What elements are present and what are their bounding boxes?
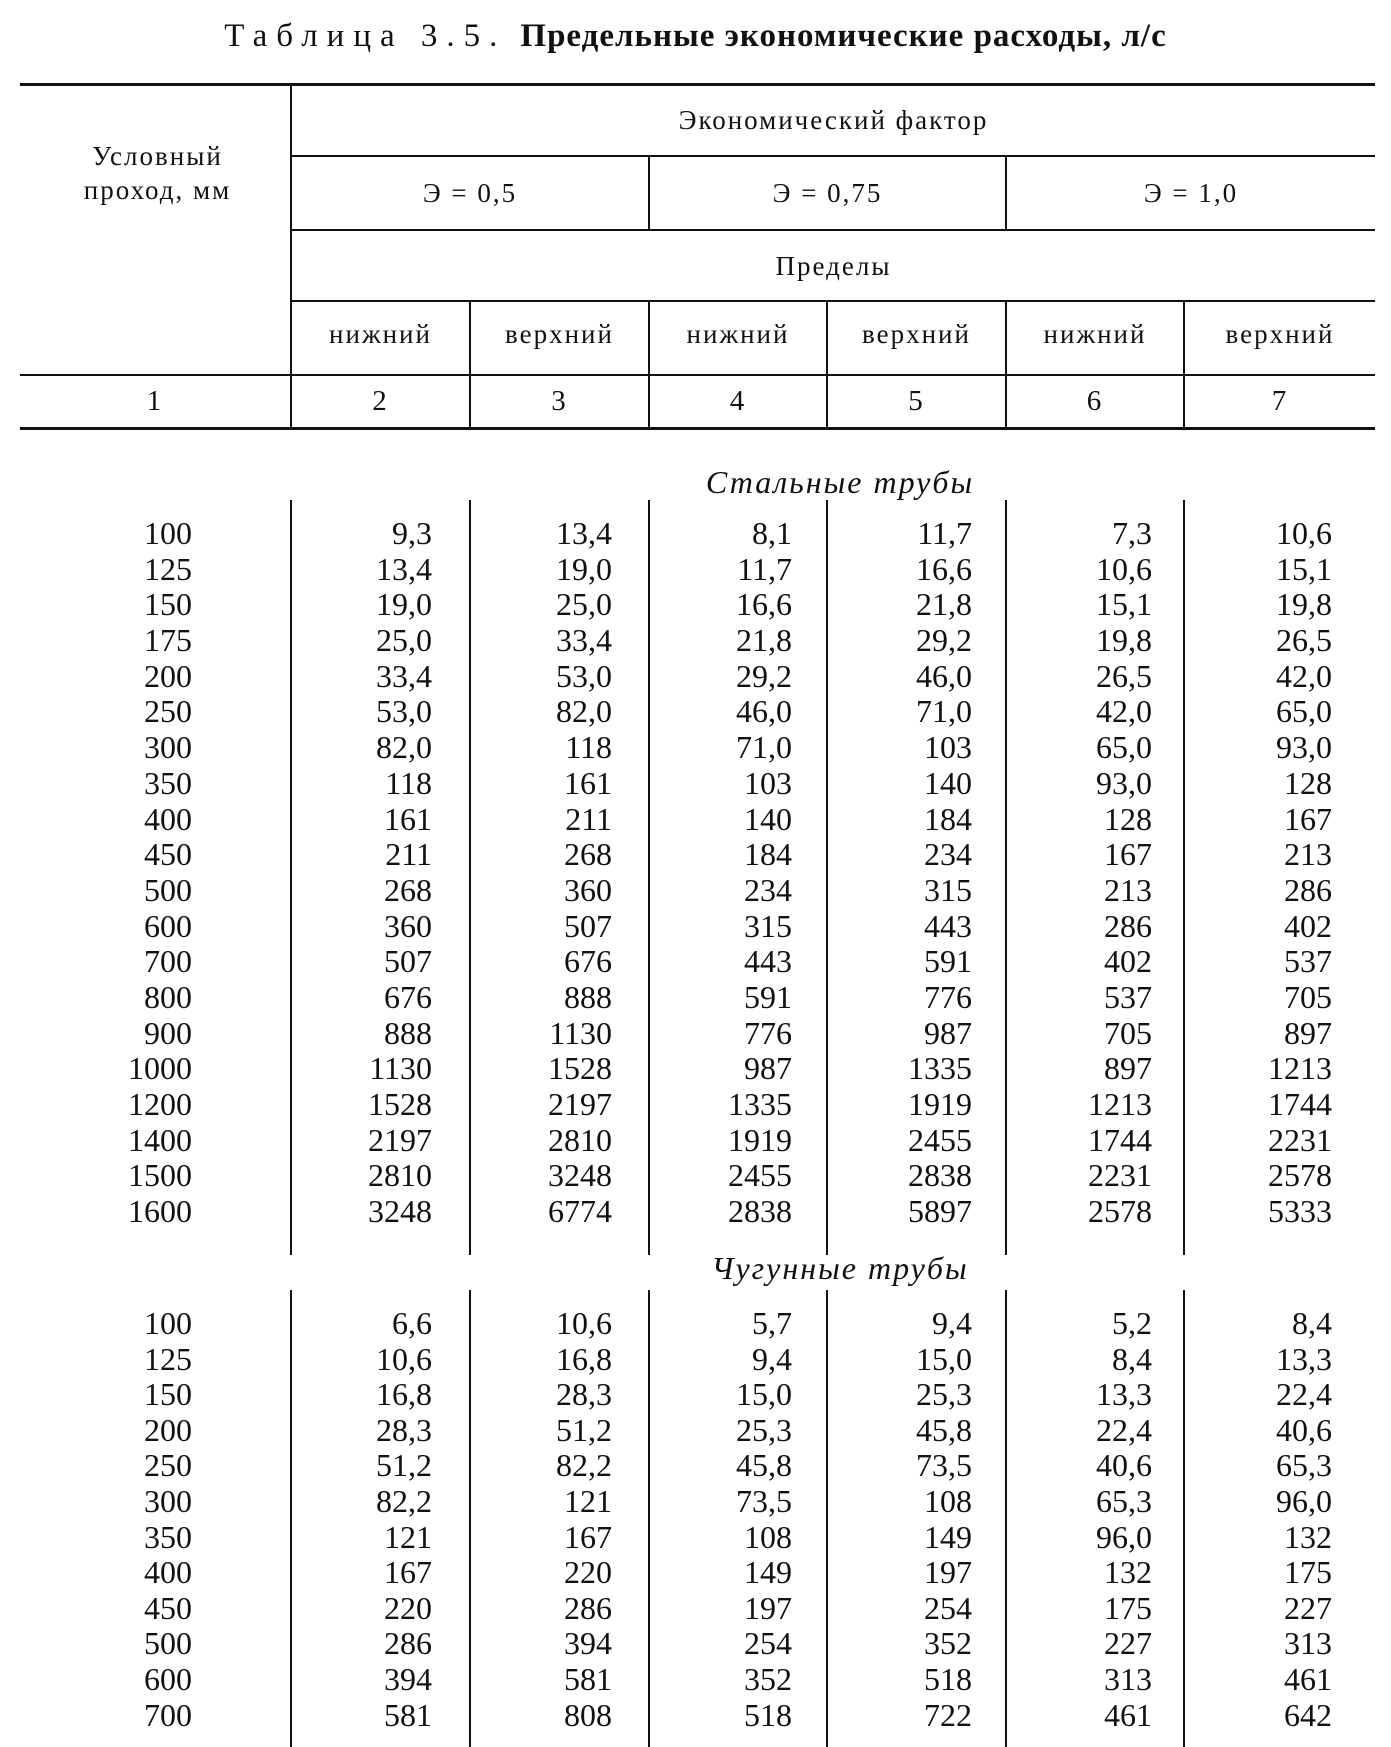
- row-value: 19,0: [556, 550, 612, 587]
- row-value: 10,6: [1276, 515, 1332, 551]
- header-sub-2: верхний: [505, 319, 614, 349]
- table-body-cast-iron: [0, 1306, 1391, 1733]
- row-value: 42,0: [1096, 693, 1152, 730]
- row-diameter: 250: [144, 693, 192, 730]
- row-value: 16,6: [736, 586, 792, 623]
- row-value: 254: [744, 1625, 792, 1662]
- row-value: 1744: [1268, 1086, 1332, 1122]
- row-value: 1335: [908, 1050, 972, 1087]
- row-value: 1528: [368, 1086, 432, 1122]
- row-value: 705: [1104, 1014, 1152, 1051]
- row-value: 518: [744, 1696, 792, 1733]
- column-number-4: 4: [729, 385, 747, 417]
- row-diameter: 100: [144, 515, 192, 551]
- table-caption: [0, 18, 1391, 55]
- row-value: 161: [384, 800, 432, 837]
- header-limits: Пределы: [775, 250, 892, 281]
- row-value: 1130: [549, 1014, 612, 1051]
- table-row: [0, 1342, 1391, 1378]
- row-value: 13,3: [1276, 1340, 1332, 1377]
- row-diameter: 100: [144, 1305, 192, 1341]
- row-value: 167: [1284, 800, 1332, 837]
- row-value: 149: [744, 1554, 792, 1591]
- row-value: 6774: [548, 1193, 612, 1230]
- row-value: 65,0: [1276, 693, 1332, 730]
- header-group-2: Э = 0,75: [772, 178, 883, 208]
- header-sub-6: верхний: [1225, 319, 1335, 349]
- column-number-2: 2: [372, 385, 389, 417]
- row-value: 65,3: [1096, 1482, 1152, 1519]
- row-value: 286: [384, 1625, 432, 1662]
- row-value: 461: [1284, 1660, 1332, 1697]
- row-value: 65,3: [1276, 1447, 1332, 1484]
- row-value: 26,5: [1276, 622, 1332, 659]
- header-group-1: Э = 0,5: [422, 178, 518, 208]
- row-value: 65,0: [1096, 729, 1152, 766]
- row-value: 1213: [1268, 1050, 1332, 1087]
- row-value: 46,0: [916, 657, 972, 694]
- table-row: [0, 837, 1391, 873]
- row-value: 507: [384, 943, 432, 980]
- row-diameter: 125: [144, 550, 192, 587]
- row-diameter: 700: [144, 943, 192, 980]
- table-row: [0, 1484, 1391, 1520]
- row-diameter: 600: [144, 1660, 192, 1697]
- row-value: 394: [384, 1660, 432, 1697]
- row-diameter: 150: [144, 586, 192, 623]
- row-value: 676: [384, 978, 432, 1015]
- row-value: 1335: [728, 1086, 792, 1122]
- row-value: 29,2: [736, 657, 792, 694]
- row-value: 9,4: [752, 1340, 792, 1377]
- row-value: 161: [564, 764, 612, 801]
- row-value: 93,0: [1276, 729, 1332, 766]
- row-value: 7,3: [1112, 515, 1152, 551]
- row-value: 2810: [368, 1157, 432, 1194]
- row-value: 313: [1104, 1660, 1152, 1697]
- row-value: 1130: [369, 1050, 432, 1087]
- row-value: 211: [385, 836, 432, 873]
- table-row: [0, 1306, 1391, 1342]
- table-row: [0, 909, 1391, 945]
- row-value: 888: [384, 1014, 432, 1051]
- row-value: 776: [924, 978, 972, 1015]
- row-value: 897: [1104, 1050, 1152, 1087]
- row-value: 1528: [548, 1050, 612, 1087]
- row-value: 213: [1284, 836, 1332, 873]
- table-row: [0, 1123, 1391, 1159]
- row-value: 234: [924, 836, 972, 873]
- row-value: 28,3: [556, 1376, 612, 1413]
- row-value: 2231: [1088, 1157, 1152, 1194]
- row-value: 5897: [908, 1193, 972, 1230]
- row-diameter: 900: [144, 1014, 192, 1051]
- row-diameter: 300: [144, 729, 192, 766]
- row-value: 51,2: [376, 1447, 432, 1484]
- row-value: 234: [744, 871, 792, 908]
- row-diameter: 1000: [128, 1050, 192, 1087]
- row-value: 581: [564, 1660, 612, 1697]
- row-value: 1744: [1088, 1121, 1152, 1158]
- row-value: 82,0: [556, 693, 612, 730]
- row-value: 808: [564, 1696, 612, 1733]
- table-row: [0, 516, 1391, 552]
- row-value: 13,4: [556, 515, 612, 551]
- row-value: 16,6: [916, 550, 972, 587]
- column-number-6: 6: [1086, 385, 1104, 417]
- row-value: 537: [1104, 978, 1152, 1015]
- table-row: [0, 1016, 1391, 1052]
- row-value: 13,4: [376, 550, 432, 587]
- column-number-5: 5: [908, 385, 925, 417]
- row-value: 82,2: [376, 1482, 432, 1519]
- table-row: [0, 1051, 1391, 1087]
- row-value: 103: [744, 764, 792, 801]
- row-value: 987: [744, 1050, 792, 1087]
- row-value: 676: [564, 943, 612, 980]
- table-row: [0, 587, 1391, 623]
- row-diameter: 175: [144, 622, 192, 659]
- row-value: 10,6: [376, 1340, 432, 1377]
- row-value: 16,8: [376, 1376, 432, 1413]
- rule-colnums: [20, 427, 1375, 430]
- row-value: 53,0: [376, 693, 432, 730]
- row-value: 313: [1284, 1625, 1332, 1662]
- row-value: 33,4: [556, 622, 612, 659]
- row-value: 2810: [548, 1121, 612, 1158]
- row-value: 82,0: [376, 729, 432, 766]
- row-value: 42,0: [1276, 657, 1332, 694]
- row-value: 360: [384, 907, 432, 944]
- row-value: 22,4: [1276, 1376, 1332, 1413]
- row-value: 268: [384, 871, 432, 908]
- row-diameter: 125: [144, 1340, 192, 1377]
- row-diameter: 500: [144, 1625, 192, 1662]
- table-row: [0, 1520, 1391, 1556]
- header-group-3: Э = 1,0: [1143, 178, 1239, 208]
- row-value: 8,1: [752, 515, 792, 551]
- row-value: 15,0: [916, 1340, 972, 1377]
- table-row: [0, 730, 1391, 766]
- row-value: 73,5: [736, 1482, 792, 1519]
- row-value: 394: [564, 1625, 612, 1662]
- row-value: 987: [924, 1014, 972, 1051]
- row-value: 2578: [1268, 1157, 1332, 1194]
- row-value: 360: [564, 871, 612, 908]
- row-diameter: 350: [144, 1518, 192, 1555]
- row-value: 352: [924, 1625, 972, 1662]
- row-value: 167: [384, 1554, 432, 1591]
- row-diameter: 400: [144, 1554, 192, 1591]
- table-row: [0, 1626, 1391, 1662]
- table-row: [0, 873, 1391, 909]
- row-value: 402: [1104, 943, 1152, 980]
- table-row: [0, 659, 1391, 695]
- row-value: 286: [1104, 907, 1152, 944]
- row-value: 213: [1104, 871, 1152, 908]
- row-value: 40,6: [1276, 1411, 1332, 1448]
- table-row: [0, 980, 1391, 1016]
- row-diameter: 450: [144, 1589, 192, 1626]
- row-diameter: 400: [144, 800, 192, 837]
- table-row: [0, 944, 1391, 980]
- row-value: 254: [924, 1589, 972, 1626]
- row-value: 2197: [368, 1121, 432, 1158]
- column-number-7: 7: [1271, 385, 1289, 417]
- table-row: [0, 623, 1391, 659]
- row-diameter: 300: [144, 1482, 192, 1519]
- header-corner: Условный проход, мм: [83, 141, 232, 205]
- row-value: 53,0: [556, 657, 612, 694]
- row-value: 15,0: [736, 1376, 792, 1413]
- table-row: [0, 1662, 1391, 1698]
- row-value: 286: [1284, 871, 1332, 908]
- row-diameter: 1400: [128, 1121, 192, 1158]
- table-row: [0, 1158, 1391, 1194]
- row-value: 2197: [548, 1086, 612, 1122]
- row-value: 537: [1284, 943, 1332, 980]
- row-value: 3248: [368, 1193, 432, 1230]
- row-value: 591: [744, 978, 792, 1015]
- row-value: 2231: [1268, 1121, 1332, 1158]
- row-value: 26,5: [1096, 657, 1152, 694]
- table-row: [0, 1087, 1391, 1123]
- row-value: 227: [1284, 1589, 1332, 1626]
- row-value: 888: [564, 978, 612, 1015]
- row-value: 2455: [908, 1121, 972, 1158]
- row-value: 96,0: [1276, 1482, 1332, 1519]
- row-value: 2455: [728, 1157, 792, 1194]
- row-value: 128: [1104, 800, 1152, 837]
- row-value: 118: [565, 729, 612, 766]
- table-row: [0, 1413, 1391, 1449]
- row-value: 2838: [908, 1157, 972, 1194]
- row-value: 108: [924, 1482, 972, 1519]
- row-value: 82,2: [556, 1447, 612, 1484]
- header-sub-3: нижний: [686, 319, 790, 349]
- row-diameter: 350: [144, 764, 192, 801]
- table-row: [0, 1555, 1391, 1591]
- row-value: 220: [384, 1589, 432, 1626]
- table-row: [0, 552, 1391, 588]
- row-value: 93,0: [1096, 764, 1152, 801]
- table-row: [0, 802, 1391, 838]
- header-sub-5: нижний: [1043, 319, 1147, 349]
- row-value: 71,0: [916, 693, 972, 730]
- row-value: 352: [744, 1660, 792, 1697]
- row-value: 11,7: [917, 515, 972, 551]
- row-value: 25,0: [556, 586, 612, 623]
- row-value: 227: [1104, 1625, 1152, 1662]
- row-value: 21,8: [736, 622, 792, 659]
- row-value: 16,8: [556, 1340, 612, 1377]
- table-number: Таблица 3.5.: [224, 18, 507, 54]
- row-value: 29,2: [916, 622, 972, 659]
- row-value: 1213: [1088, 1086, 1152, 1122]
- table-row: [0, 766, 1391, 802]
- row-value: 443: [744, 943, 792, 980]
- row-value: 507: [564, 907, 612, 944]
- column-number-1: 1: [146, 385, 164, 417]
- header-sub-1: нижний: [329, 319, 432, 349]
- row-value: 175: [1284, 1554, 1332, 1591]
- row-value: 167: [1104, 836, 1152, 873]
- table-row: [0, 694, 1391, 730]
- row-diameter: 1500: [128, 1157, 192, 1194]
- table-body-steel: [0, 516, 1391, 1230]
- row-value: 9,3: [392, 515, 432, 551]
- row-value: 121: [564, 1482, 612, 1519]
- table-row: [0, 1448, 1391, 1484]
- row-value: 518: [924, 1660, 972, 1697]
- header-sub-4: верхний: [862, 319, 971, 349]
- row-value: 897: [1284, 1014, 1332, 1051]
- row-value: 140: [744, 800, 792, 837]
- row-diameter: 200: [144, 657, 192, 694]
- row-value: 46,0: [736, 693, 792, 730]
- row-value: 5,7: [752, 1305, 792, 1341]
- row-value: 71,0: [736, 729, 792, 766]
- row-value: 286: [564, 1589, 612, 1626]
- row-diameter: 450: [144, 836, 192, 873]
- row-value: 40,6: [1096, 1447, 1152, 1484]
- row-value: 211: [565, 800, 612, 837]
- row-value: 45,8: [916, 1411, 972, 1448]
- row-value: 121: [384, 1518, 432, 1555]
- row-value: 6,6: [392, 1305, 432, 1341]
- row-value: 28,3: [376, 1411, 432, 1448]
- row-diameter: 1600: [128, 1193, 192, 1230]
- row-value: 108: [744, 1518, 792, 1555]
- row-diameter: 200: [144, 1411, 192, 1448]
- row-value: 5,2: [1112, 1305, 1152, 1341]
- row-value: 3248: [548, 1157, 612, 1194]
- row-value: 128: [1284, 764, 1332, 801]
- row-value: 175: [1104, 1589, 1152, 1626]
- row-value: 10,6: [1096, 550, 1152, 587]
- row-value: 140: [924, 764, 972, 801]
- row-value: 461: [1104, 1696, 1152, 1733]
- row-value: 11,7: [737, 550, 792, 587]
- row-value: 8,4: [1112, 1340, 1152, 1377]
- row-value: 25,0: [376, 622, 432, 659]
- row-value: 13,3: [1096, 1376, 1152, 1413]
- table-title: Предельные экономические расходы, л/с: [520, 18, 1167, 54]
- row-value: 2838: [728, 1193, 792, 1230]
- row-diameter: 150: [144, 1376, 192, 1413]
- row-value: 184: [924, 800, 972, 837]
- row-value: 19,0: [376, 586, 432, 623]
- row-value: 103: [924, 729, 972, 766]
- row-value: 118: [385, 764, 432, 801]
- table-row: [0, 1591, 1391, 1627]
- row-value: 167: [564, 1518, 612, 1555]
- row-value: 132: [1104, 1554, 1152, 1591]
- row-value: 1919: [908, 1086, 972, 1122]
- table-row: [0, 1194, 1391, 1230]
- row-value: 19,8: [1276, 586, 1332, 623]
- row-value: 9,4: [932, 1305, 972, 1341]
- row-value: 581: [384, 1696, 432, 1733]
- row-value: 315: [744, 907, 792, 944]
- row-diameter: 800: [144, 978, 192, 1015]
- section-title-cast-iron: Чугунные трубы: [711, 1250, 969, 1286]
- row-value: 19,8: [1096, 622, 1152, 659]
- row-diameter: 500: [144, 871, 192, 908]
- row-value: 15,1: [1276, 550, 1332, 587]
- row-value: 443: [924, 907, 972, 944]
- row-value: 402: [1284, 907, 1332, 944]
- table-row: [0, 1698, 1391, 1734]
- row-value: 10,6: [556, 1305, 612, 1341]
- row-value: 705: [1284, 978, 1332, 1015]
- row-value: 2578: [1088, 1193, 1152, 1230]
- row-value: 45,8: [736, 1447, 792, 1484]
- row-value: 197: [744, 1589, 792, 1626]
- row-value: 149: [924, 1518, 972, 1555]
- row-diameter: 600: [144, 907, 192, 944]
- row-value: 96,0: [1096, 1518, 1152, 1555]
- row-value: 315: [924, 871, 972, 908]
- row-value: 132: [1284, 1518, 1332, 1555]
- row-value: 25,3: [736, 1411, 792, 1448]
- row-value: 33,4: [376, 657, 432, 694]
- row-value: 220: [564, 1554, 612, 1591]
- row-value: 197: [924, 1554, 972, 1591]
- row-diameter: 700: [144, 1696, 192, 1733]
- row-value: 25,3: [916, 1376, 972, 1413]
- table-row: [0, 1377, 1391, 1413]
- row-value: 642: [1284, 1696, 1332, 1733]
- row-value: 73,5: [916, 1447, 972, 1484]
- row-value: 51,2: [556, 1411, 612, 1448]
- header-factor: Экономический фактор: [678, 105, 989, 135]
- row-value: 5333: [1268, 1193, 1332, 1230]
- row-value: 8,4: [1292, 1305, 1332, 1341]
- row-diameter: 1200: [128, 1086, 192, 1122]
- row-diameter: 250: [144, 1447, 192, 1484]
- row-value: 591: [924, 943, 972, 980]
- column-number-3: 3: [551, 385, 568, 417]
- row-value: 21,8: [916, 586, 972, 623]
- row-value: 184: [744, 836, 792, 873]
- row-value: 722: [924, 1696, 972, 1733]
- section-title-steel: Стальные трубы: [705, 464, 975, 500]
- row-value: 776: [744, 1014, 792, 1051]
- row-value: 15,1: [1096, 586, 1152, 623]
- row-value: 1919: [728, 1121, 792, 1158]
- row-value: 268: [564, 836, 612, 873]
- row-value: 22,4: [1096, 1411, 1152, 1448]
